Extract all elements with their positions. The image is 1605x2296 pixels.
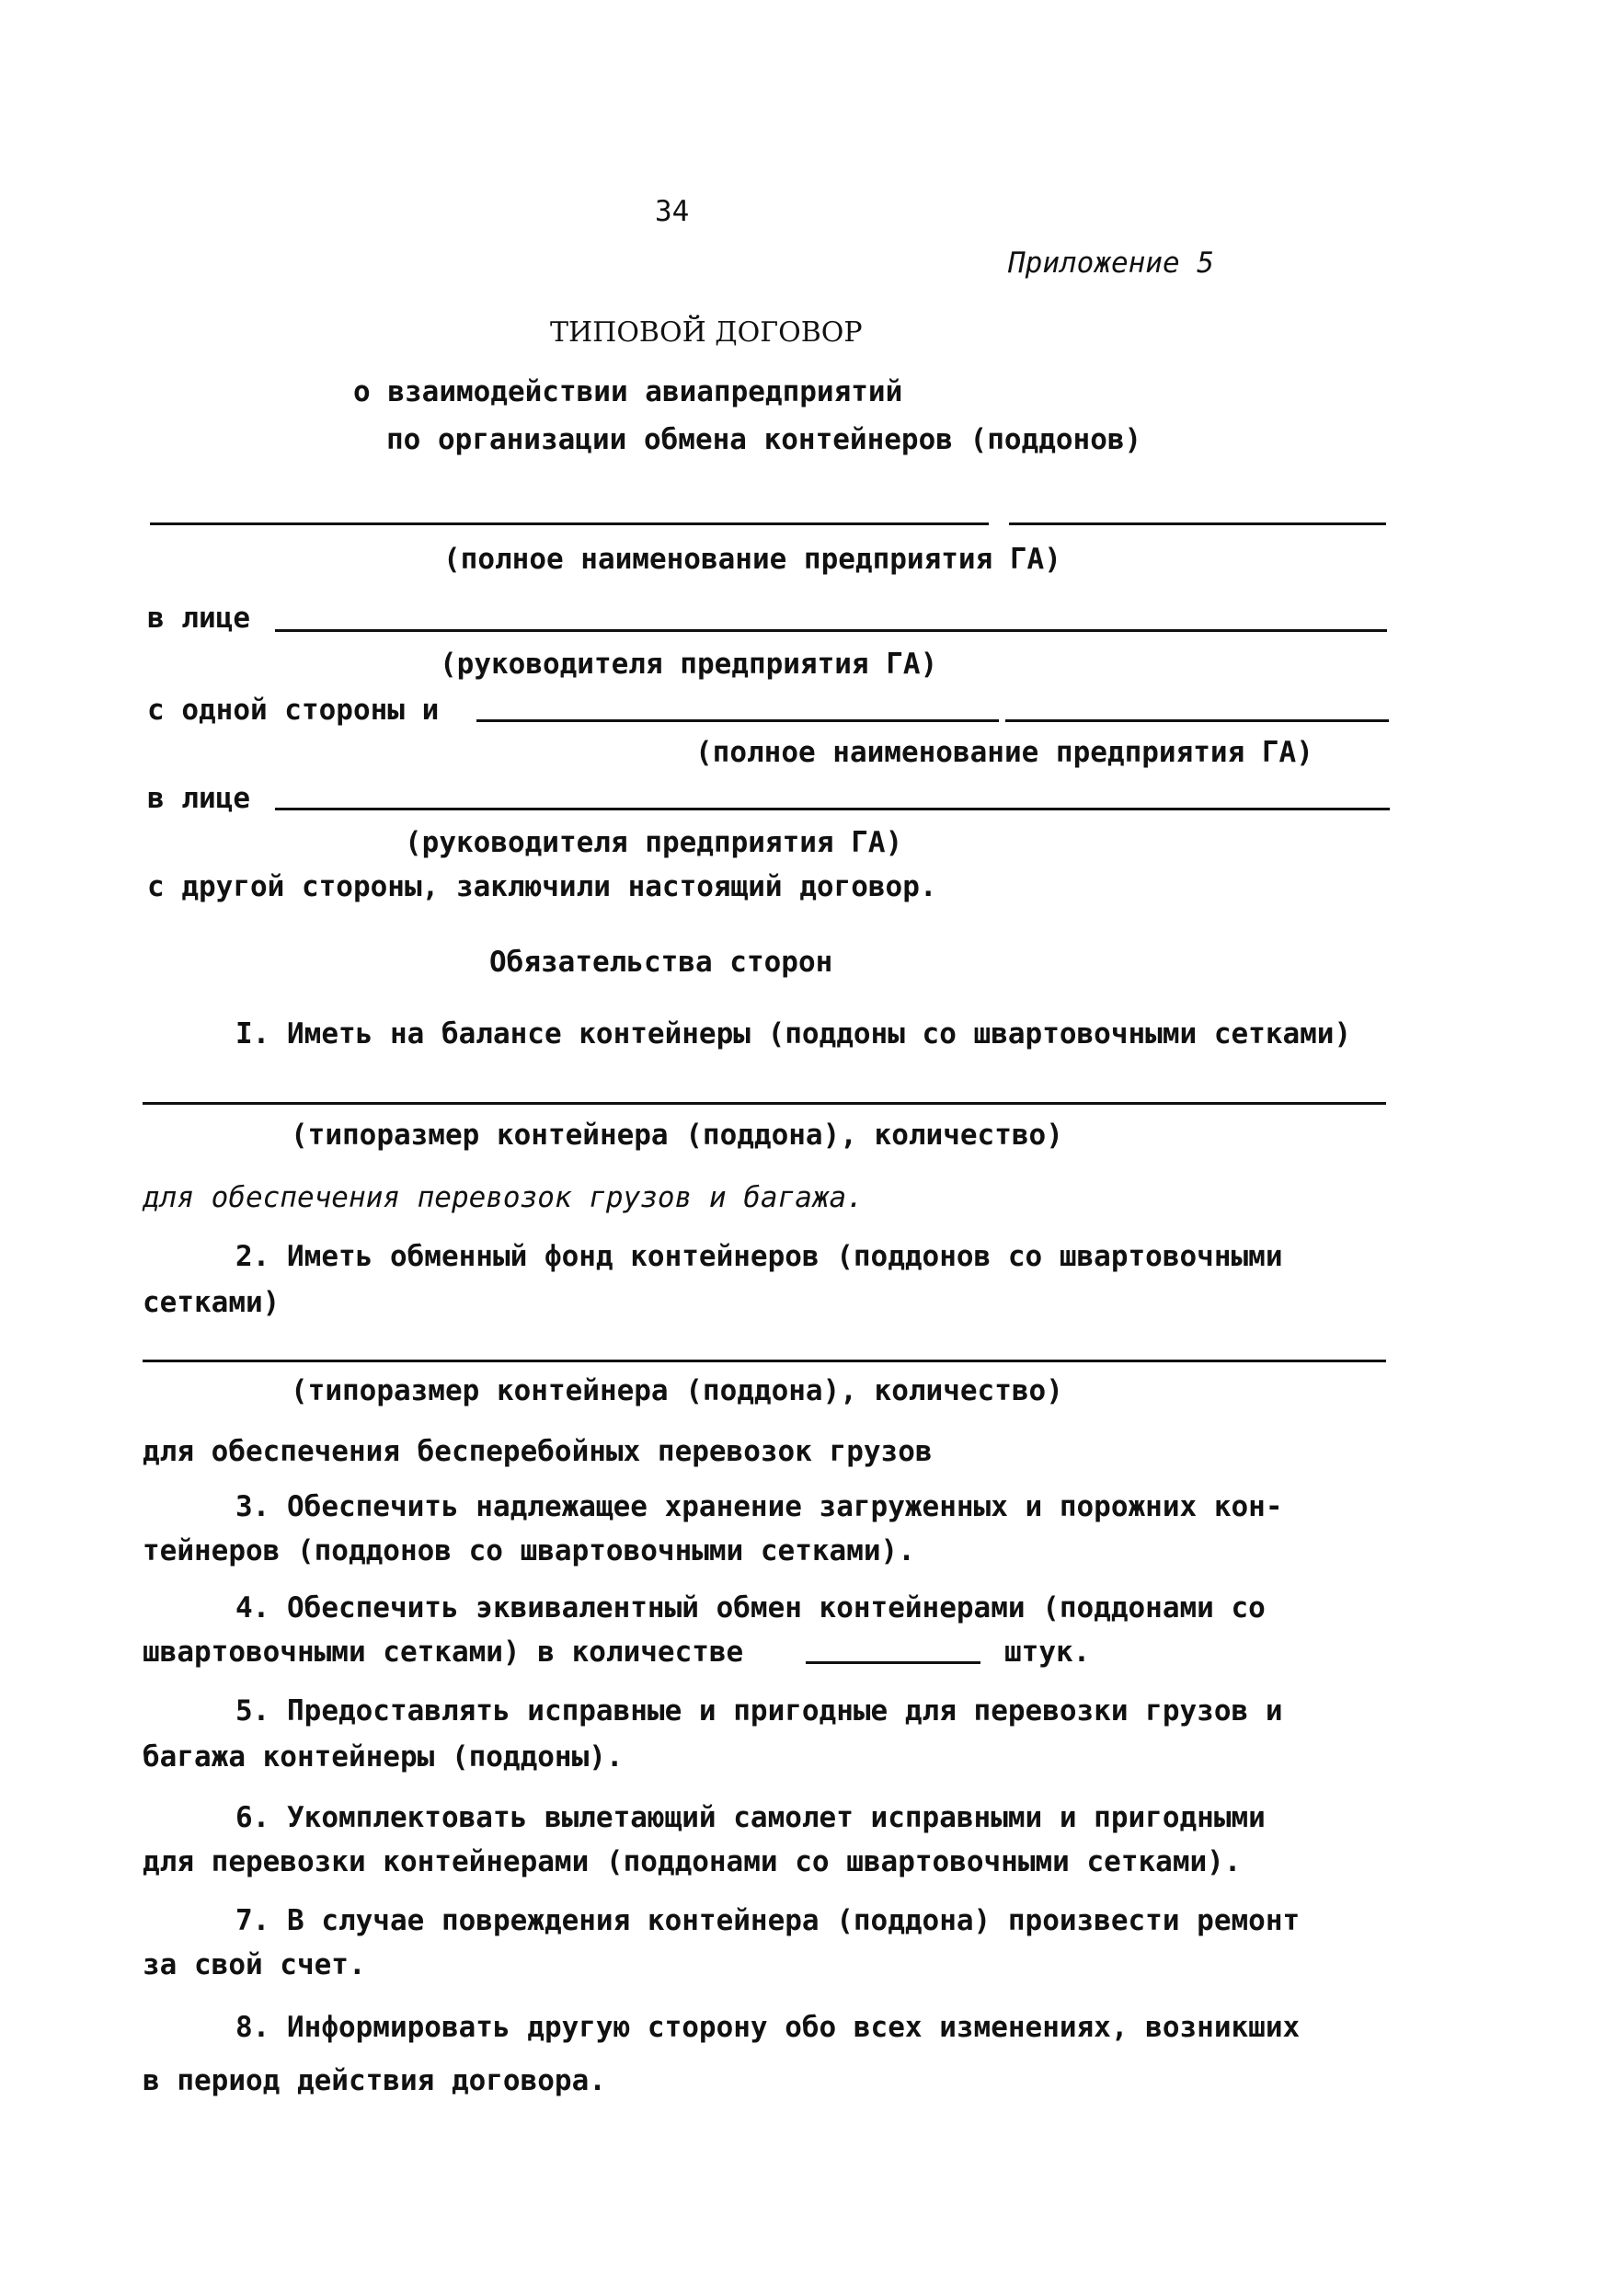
item-5-line2: багажа контейнеры (поддоны). (143, 1740, 624, 1774)
fill-line-item1[interactable] (143, 1102, 1386, 1105)
fill-line-party2-name-a[interactable] (476, 719, 999, 722)
item-1-continuation: для обеспечения перевозок грузов и багажа. (143, 1181, 864, 1214)
caption-party1-head: (руководителя предприятия ГА) (440, 648, 938, 681)
item-6-line1: 6. Укомплектовать вылетающий самолет исправными и пригодными (235, 1801, 1266, 1834)
fill-line-party1-name-a[interactable] (150, 522, 989, 525)
document-subtitle-line1: о взаимодействии авиапредприятий (353, 375, 903, 408)
item-7-line2: за свой счет. (143, 1948, 366, 1981)
caption-party1-name: (полное наименование предприятия ГА) (443, 543, 1061, 576)
item-4-unit: штук. (1004, 1636, 1091, 1669)
document-subtitle-line2: по организации обмена контейнеров (поддонов) (386, 423, 1142, 456)
section-title: Обязательства сторон (489, 946, 833, 979)
caption-item2: (типоразмер контейнера (поддона), количество) (291, 1374, 1063, 1407)
fill-line-party2-head[interactable] (275, 808, 1390, 810)
appendix-label: Приложение 5 (1008, 247, 1214, 280)
page-number: 34 (655, 195, 690, 228)
caption-item1: (типоразмер контейнера (поддона), количество) (291, 1119, 1063, 1152)
item-3-line2: тейнеров (поддонов со швартовочными сетками). (143, 1534, 915, 1567)
item-1-line1: I. Иметь на балансе контейнеры (поддоны со швартовочными сетками) (235, 1017, 1352, 1050)
item-2-continuation: для обеспечения бесперебойных перевозок грузов (143, 1435, 933, 1468)
item-8-line2: в период действия договора. (143, 2064, 606, 2097)
item-2-line1: 2. Иметь обменный фонд контейнеров (поддонов со швартовочными (235, 1240, 1283, 1273)
item-3-line1: 3. Обеспечить надлежащее хранение загруженных и порожних кон- (235, 1490, 1283, 1523)
item-7-line1: 7. В случае повреждения контейнера (поддона) произвести ремонт (235, 1904, 1301, 1937)
item-2-line2: сетками) (143, 1286, 281, 1319)
item-4-line2: швартовочными сетками) в количестве (143, 1636, 744, 1669)
label-one-side: с одной стороны и (147, 694, 440, 727)
caption-party2-head: (руководителя предприятия ГА) (405, 826, 903, 859)
label-in-person-1: в лице (147, 602, 250, 635)
item-4-line1: 4. Обеспечить эквивалентный обмен контейнерами (поддонами со (235, 1591, 1266, 1624)
fill-line-party1-name-b[interactable] (1009, 522, 1386, 525)
fill-line-item2[interactable] (143, 1360, 1386, 1362)
fill-line-party1-head[interactable] (275, 629, 1387, 632)
fill-line-party2-name-b[interactable] (1005, 719, 1389, 722)
caption-party2-name: (полное наименование предприятия ГА) (695, 736, 1313, 769)
fill-line-item4-quantity[interactable] (806, 1661, 980, 1664)
item-8-line1: 8. Информировать другую сторону обо всех изменениях, возникших (235, 2011, 1301, 2044)
item-5-line1: 5. Предоставлять исправные и пригодные для перевозки грузов и (235, 1694, 1283, 1728)
item-6-line2: для перевозки контейнерами (поддонами со швартовочными сетками). (143, 1845, 1242, 1878)
label-in-person-2: в лице (147, 782, 250, 815)
label-other-side: с другой стороны, заключили настоящий договор. (147, 870, 937, 903)
document-title: ТИПОВОЙ ДОГОВОР (550, 316, 863, 349)
